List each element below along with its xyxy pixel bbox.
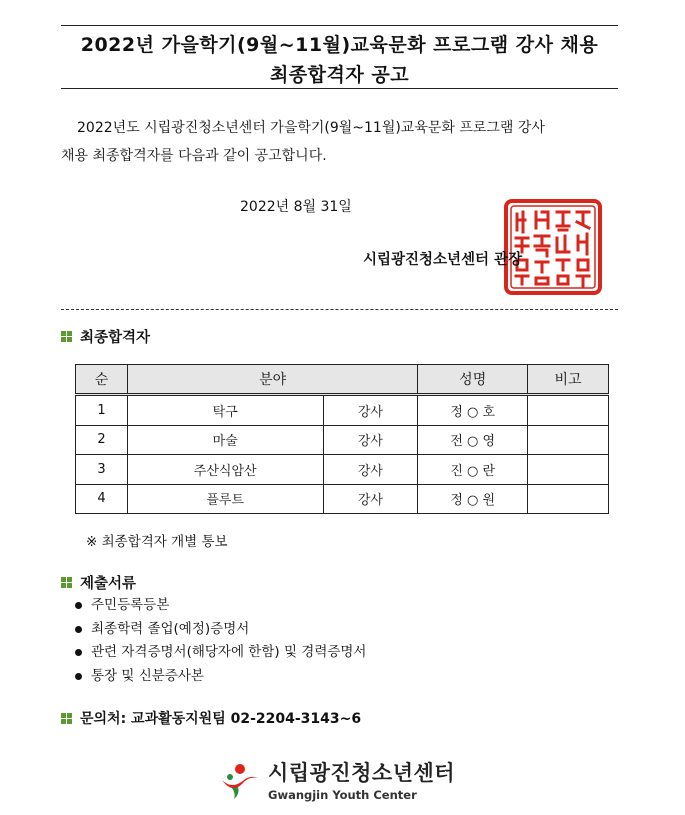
section-bullet-icon bbox=[61, 713, 72, 724]
contact-line bbox=[61, 708, 361, 728]
list-item-text: 관련 자격증명서(해당자에 한함) 및 경력증명서 bbox=[91, 644, 367, 660]
cell-name: 정 ○ 원 bbox=[418, 484, 528, 514]
table-header-row bbox=[76, 365, 609, 395]
finalists-heading-text: 최종합격자 bbox=[80, 330, 151, 346]
col-header-name: 성명 bbox=[418, 365, 528, 395]
list-item-text: 통장 및 신분증사본 bbox=[91, 667, 204, 684]
cell-name: 진 ○ 란 bbox=[418, 455, 528, 485]
bullet-dot-icon bbox=[75, 673, 82, 680]
col-header-no: 순 bbox=[76, 365, 128, 395]
bullet-dot-icon bbox=[75, 626, 82, 633]
table-row bbox=[76, 395, 609, 426]
intro-line-2: 채용 최종합격자를 다음과 같이 공고합니다. bbox=[61, 148, 327, 164]
signature-line: 시립광진청소년센터 관장 bbox=[363, 252, 523, 268]
cell-field: 주산식암산 bbox=[127, 455, 323, 485]
intro-line-1: 2022년도 시립광진청소년센터 가을학기(9월~11월)교육문화 프로그램 강사 bbox=[77, 120, 545, 136]
cell-field: 탁구 bbox=[127, 395, 323, 426]
bullet-dot-icon bbox=[75, 602, 82, 609]
notification-footnote: ※ 최종합격자 개별 통보 bbox=[86, 534, 228, 550]
dashed-divider bbox=[61, 309, 618, 310]
col-header-field: 분야 bbox=[127, 365, 417, 395]
youth-center-logo-icon bbox=[218, 760, 262, 800]
official-seal-icon bbox=[503, 198, 603, 296]
cell-name: 전 ○ 영 bbox=[418, 425, 528, 455]
list-item bbox=[75, 665, 366, 689]
list-item-text: 주민등록등본 bbox=[91, 597, 170, 613]
cell-role: 강사 bbox=[323, 484, 418, 514]
cell-field: 플루트 bbox=[127, 484, 323, 514]
documents-heading-text: 제출서류 bbox=[80, 576, 137, 592]
cell-note bbox=[528, 425, 609, 455]
bullet-dot-icon bbox=[75, 649, 82, 656]
documents-heading bbox=[61, 572, 136, 593]
cell-role: 강사 bbox=[323, 395, 418, 426]
page-title-line1: 2022년 가을학기(9월~11월)교육문화 프로그램 강사 채용 bbox=[80, 34, 599, 56]
cell-note bbox=[528, 484, 609, 514]
contact-text: 문의처: 교과활동지원팀 02-2204-3143~6 bbox=[80, 711, 362, 727]
logo-name-english: Gwangjin Youth Center bbox=[268, 788, 417, 802]
section-bullet-icon bbox=[61, 577, 72, 588]
cell-note bbox=[528, 395, 609, 426]
cell-no: 1 bbox=[76, 395, 128, 426]
intro-paragraph bbox=[61, 114, 621, 170]
list-item-text: 최종학력 졸업(예정)증명서 bbox=[91, 620, 250, 637]
finalists-heading bbox=[61, 326, 150, 347]
center-logo bbox=[218, 757, 455, 802]
cell-field: 마술 bbox=[127, 425, 323, 455]
table-row bbox=[76, 484, 609, 514]
cell-name: 정 ○ 호 bbox=[418, 395, 528, 426]
title-top-rule bbox=[61, 25, 618, 26]
list-item bbox=[75, 618, 366, 642]
logo-name-korean: 시립광진청소년센터 bbox=[268, 761, 456, 785]
cell-role: 강사 bbox=[323, 455, 418, 485]
section-bullet-icon bbox=[61, 331, 72, 342]
list-item bbox=[75, 641, 366, 665]
cell-role: 강사 bbox=[323, 425, 418, 455]
cell-note bbox=[528, 455, 609, 485]
announcement-date: 2022년 8월 31일 bbox=[240, 199, 352, 215]
cell-no: 3 bbox=[76, 455, 128, 485]
table-row bbox=[76, 455, 609, 485]
col-header-note: 비고 bbox=[528, 365, 609, 395]
cell-no: 4 bbox=[76, 484, 128, 514]
cell-no: 2 bbox=[76, 425, 128, 455]
table-row bbox=[76, 425, 609, 455]
title-bottom-rule bbox=[61, 88, 618, 89]
documents-list bbox=[75, 594, 366, 688]
finalists-table bbox=[75, 364, 609, 514]
list-item bbox=[75, 594, 366, 618]
page-title-line2: 최종합격자 공고 bbox=[269, 64, 410, 86]
